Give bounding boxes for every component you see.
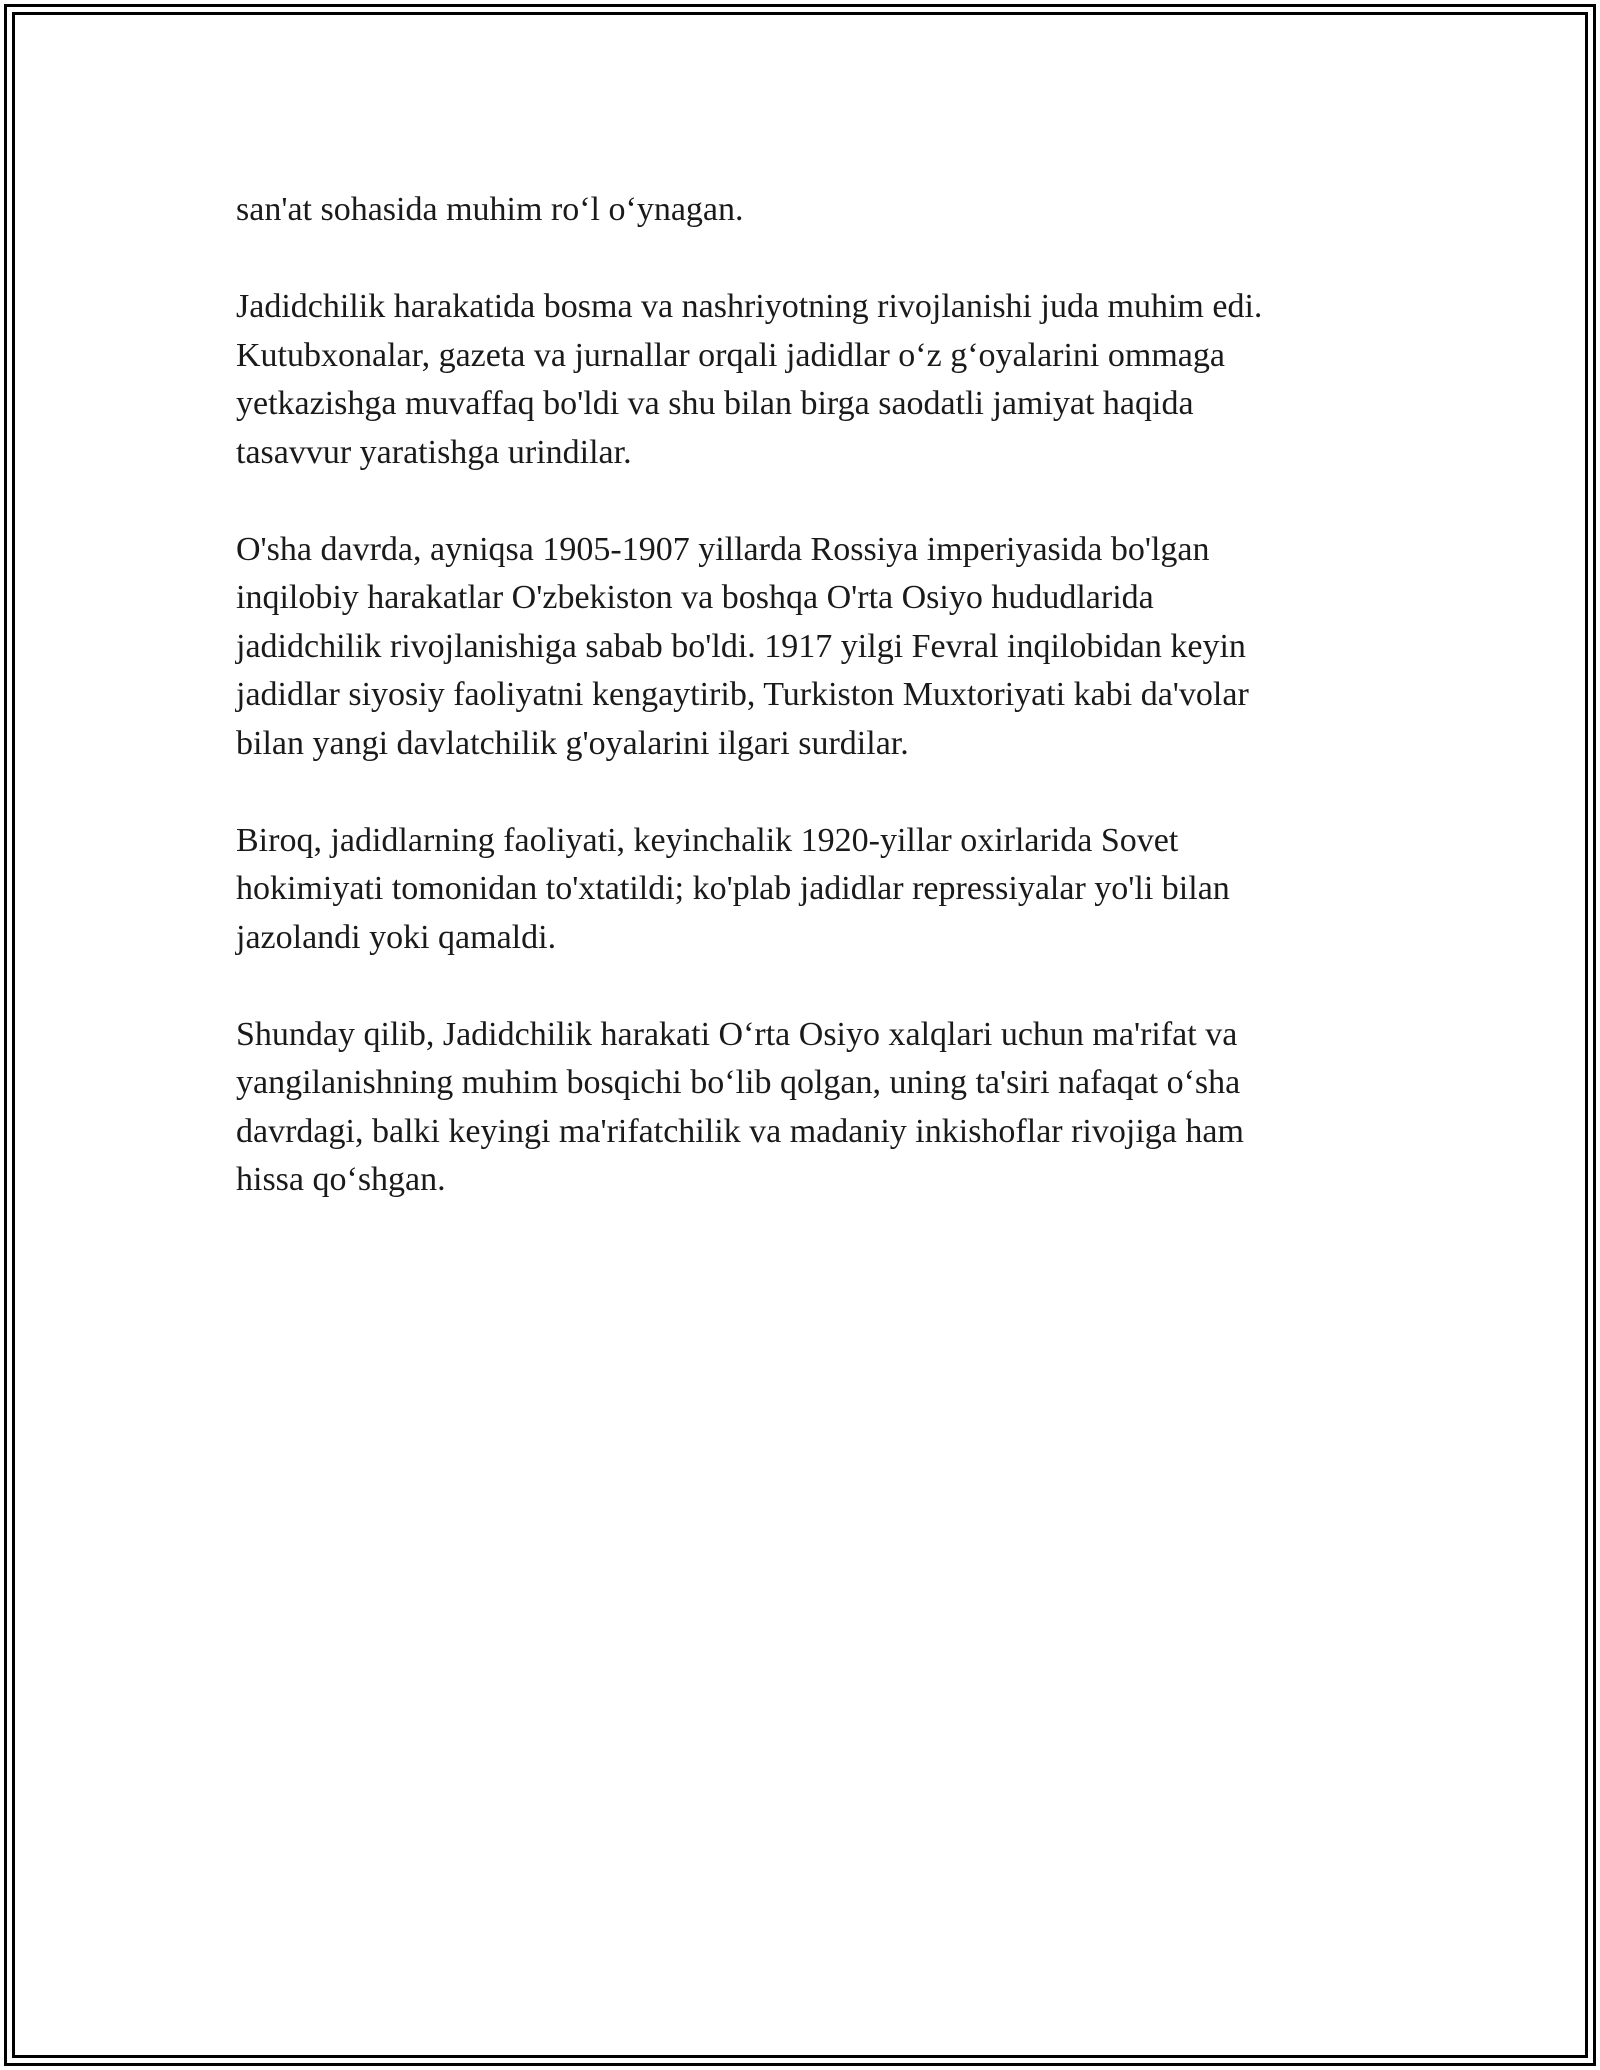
paragraph-5: Shunday qilib, Jadidchilik harakati O‘rta Osiyo xalqlari uchun ma'rifat va yangilanishning muhim bosqichi bo‘lib qolgan, uning ta'siri nafaqat o‘sha davrdagi, balki keyingi ma'rifatchilik va madaniy inkishoflar rivojiga ham hissa qo‘shgan. <box>236 1015 1244 1198</box>
document-body <box>236 186 1366 1253</box>
paragraph-1: san'at sohasida muhim ro‘l o‘ynagan. <box>236 191 744 228</box>
paragraph-4: Biroq, jadidlarning faoliyati, keyinchalik 1920-yillar oxirlarida Sovet hokimiyati tomonidan to'xtatildi; ko'plab jadidlar repressiyalar yo'li bilan jazolandi yoki qamaldi. <box>236 821 1230 956</box>
paragraph-2: Jadidchilik harakatida bosma va nashriyotning rivojlanishi juda muhim edi. Kutubxonalar, gazeta va jurnallar orqali jadidlar o‘z g‘oyalarini ommaga yetkazishga muvaffaq bo'ldi va shu bilan birga saodatli jamiyat haqida tasavvur yaratishga urindilar. <box>236 288 1263 471</box>
paragraph-3: O'sha davrda, ayniqsa 1905-1907 yillarda Rossiya imperiyasida bo'lgan inqilobiy harakatlar O'zbekiston va boshqa O'rta Osiyo hududlarida jadidchilik rivojlanishiga sabab bo'ldi. 1917 yilgi Fevral inqilobidan keyin jadidlar siyosiy faoliyatni kengaytirib, Turkiston Muxtoriyati kabi da'volar bilan yangi davlatchilik g'oyalarini ilgari surdilar. <box>236 530 1249 762</box>
